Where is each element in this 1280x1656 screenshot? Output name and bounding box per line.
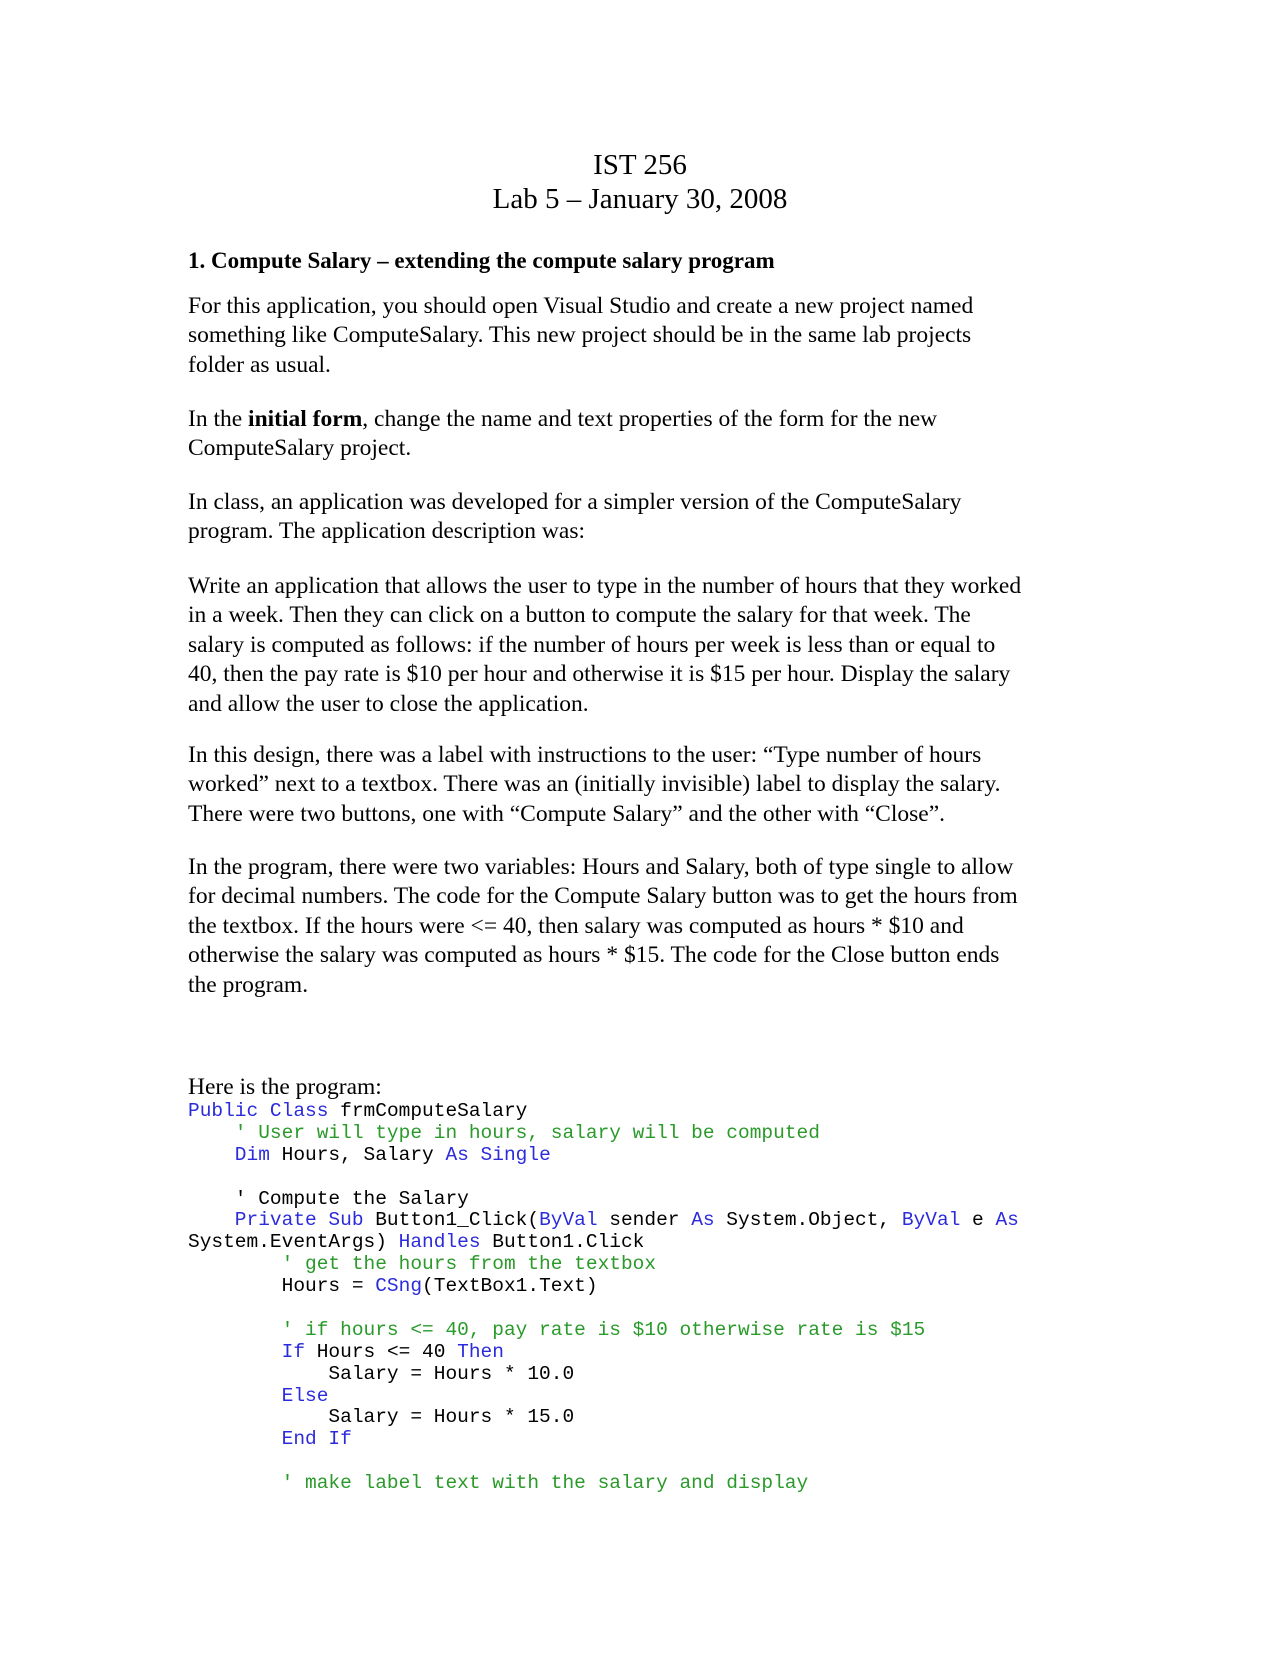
code-keyword: As <box>691 1209 715 1232</box>
code-line <box>188 1320 1019 1342</box>
section-heading: 1. Compute Salary – extending the compute salary program <box>188 248 775 273</box>
code-keyword: End If <box>188 1428 352 1451</box>
paragraph-initial-form <box>188 405 1088 464</box>
code-keyword: CSng <box>375 1275 423 1298</box>
code-text: Salary = Hours * 15.0 <box>188 1406 575 1429</box>
code-line <box>188 1364 1019 1386</box>
paragraph-application-description <box>188 572 1088 719</box>
code-keyword: Dim <box>188 1143 270 1166</box>
text-line: program. The application description was: <box>188 518 585 545</box>
text-line: the textbox. If the hours were <= 40, then salary was computed as hours * $10 and <box>188 912 964 939</box>
text-line: 40, then the pay rate is $10 per hour and otherwise it is $15 per hour. Display the salary <box>188 661 1011 688</box>
code-keyword: As <box>995 1209 1019 1232</box>
text-line: salary is computed as follows: if the number of hours per week is less than or equal to <box>188 631 996 658</box>
code-intro: Here is the program: <box>188 1074 382 1100</box>
code-keyword: Private Sub <box>188 1209 364 1232</box>
text-run: , change the name and text properties of the form for the new <box>362 406 938 432</box>
code-text: Button1_Click( <box>363 1209 540 1232</box>
code-keyword: If <box>188 1340 306 1363</box>
text-line: In class, an application was developed for a simpler version of the ComputeSalary <box>188 489 962 515</box>
code-text: frmComputeSalary <box>328 1100 528 1122</box>
code-line <box>188 1123 1019 1145</box>
code-blank-line <box>188 1167 1019 1189</box>
code-keyword: Handles <box>398 1231 481 1254</box>
code-text: sender <box>597 1209 692 1232</box>
code-text: Hours = <box>188 1275 376 1298</box>
code-listing <box>188 1101 1019 1495</box>
code-line <box>188 1407 1019 1429</box>
code-line <box>188 1386 1019 1408</box>
code-text: e <box>960 1209 996 1232</box>
code-text: Hours <= 40 <box>305 1340 458 1363</box>
code-keyword: Else <box>188 1384 329 1407</box>
code-text: System.EventArgs) <box>188 1231 399 1254</box>
code-keyword: Then <box>457 1340 504 1363</box>
text-line: In the program, there were two variables: Hours and Salary, both of type single to allow <box>188 854 1014 880</box>
code-line <box>188 1254 1019 1276</box>
text-run: In the <box>188 406 249 432</box>
code-text: Salary = Hours * 10.0 <box>188 1362 575 1385</box>
text-line: For this application, you should open Visual Studio and create a new project named <box>188 293 974 319</box>
code-line <box>188 1342 1019 1364</box>
code-text: (TextBox1.Text) <box>422 1275 598 1298</box>
text-line: for decimal numbers. The code for the Compute Salary button was to get the hours from <box>188 883 1018 910</box>
paragraph-class-application <box>188 488 1088 547</box>
text-line: In this design, there was a label with instructions to the user: “Type number of hours <box>188 742 982 768</box>
text-line: otherwise the salary was computed as hours * $15. The code for the Close button ends <box>188 942 1000 969</box>
code-line <box>188 1145 1019 1167</box>
paragraph-project-setup <box>188 292 1088 380</box>
code-line <box>188 1232 1019 1254</box>
text-line <box>188 405 1088 434</box>
bold-phrase: initial form <box>248 406 363 432</box>
code-keyword: As Single <box>445 1143 551 1166</box>
text-line: ComputeSalary project. <box>188 435 412 462</box>
code-line <box>188 1210 1019 1232</box>
text-line: folder as usual. <box>188 351 331 378</box>
paragraph-design <box>188 741 1088 829</box>
code-blank-line <box>188 1451 1019 1473</box>
text-line: Write an application that allows the user to type in the number of hours that they worked <box>188 573 1022 599</box>
text-line: There were two buttons, one with “Compute Salary” and the other with “Close”. <box>188 800 946 827</box>
text-line: in a week. Then they can click on a button to compute the salary for that week. The <box>188 602 971 629</box>
code-text: Hours, Salary <box>269 1143 446 1166</box>
code-comment: ' User will type in hours, salary will be computed <box>188 1121 820 1144</box>
code-text: Button1.Click <box>480 1231 645 1254</box>
code-line <box>188 1276 1019 1298</box>
code-line <box>188 1429 1019 1451</box>
text-line: the program. <box>188 971 309 998</box>
text-line: and allow the user to close the application. <box>188 690 589 717</box>
code-line <box>188 1189 1019 1211</box>
code-text: System.Object, <box>714 1209 902 1232</box>
code-text: ' Compute the Salary <box>188 1187 469 1210</box>
code-line <box>188 1101 1019 1123</box>
course-title: IST 256 <box>593 149 687 181</box>
code-comment: ' get the hours from the textbox <box>188 1253 657 1276</box>
lab-title: Lab 5 – January 30, 2008 <box>492 183 788 215</box>
code-line <box>188 1473 1019 1495</box>
code-comment: ' make label text with the salary and display <box>188 1472 809 1495</box>
text-line: something like ComputeSalary. This new project should be in the same lab projects <box>188 322 972 349</box>
text-line: worked” next to a textbox. There was an (initially invisible) label to display the salary. <box>188 771 1001 798</box>
paragraph-program <box>188 853 1088 1000</box>
code-blank-line <box>188 1298 1019 1320</box>
code-comment: ' if hours <= 40, pay rate is $10 otherwise rate is $15 <box>188 1318 926 1341</box>
code-keyword: ByVal <box>901 1209 961 1232</box>
code-keyword: ByVal <box>539 1209 598 1232</box>
code-keyword: Public Class <box>188 1100 329 1122</box>
